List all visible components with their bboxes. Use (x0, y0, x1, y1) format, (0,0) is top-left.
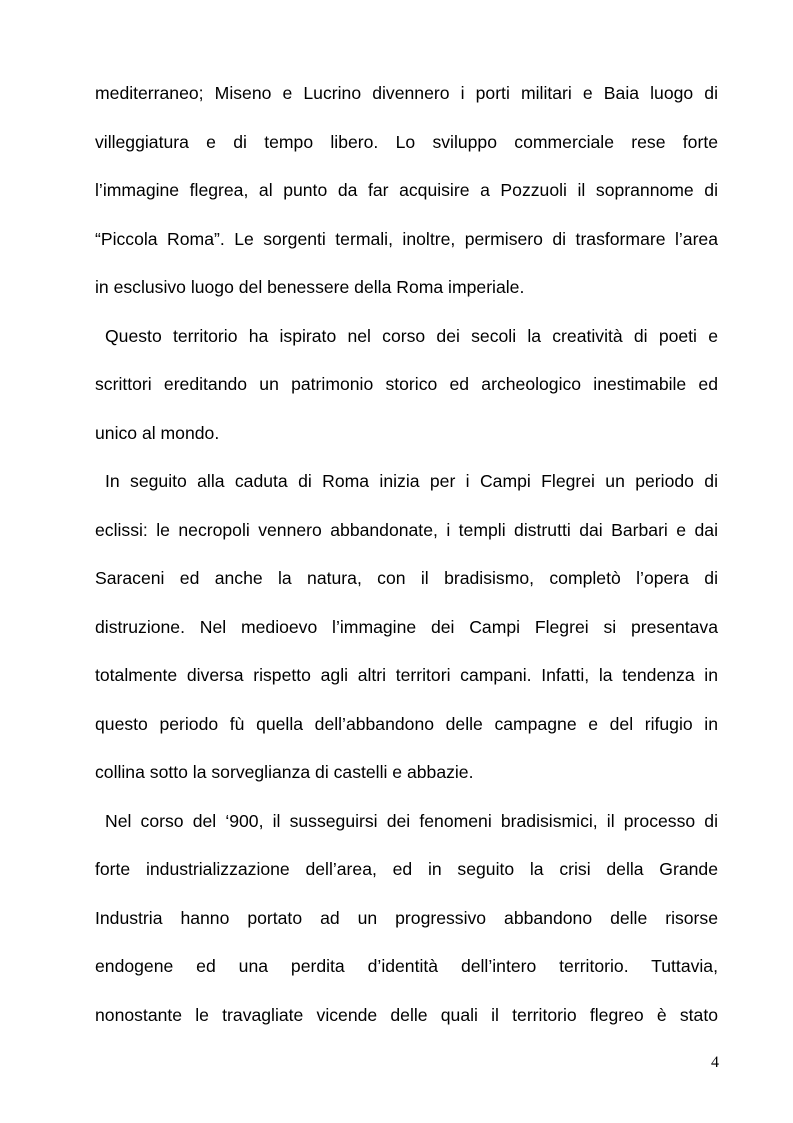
text-line: l’immagine flegrea, al punto da far acquisire a Pozzuoli il soprannome di (95, 180, 718, 200)
text-line: in esclusivo luogo del benessere della Roma imperiale. (95, 277, 525, 297)
paragraph-start-line: Questo territorio ha ispirato nel corso dei secoli la creatività di poeti e (105, 325, 718, 346)
text-line: Saraceni ed anche la natura, con il bradisismo, completò l’opera di (95, 568, 718, 588)
text-line: questo periodo fù quella dell’abbandono delle campagne e del rifugio in (95, 713, 718, 734)
text-line: totalmente diversa rispetto agli altri territori campani. Infatti, la tendenza in (95, 665, 718, 685)
text-line: endogene ed una perdita d’identità dell’intero territorio. Tuttavia, (95, 956, 718, 976)
paragraph-start-line: In seguito alla caduta di Roma inizia per i Campi Flegrei un periodo di (105, 471, 718, 491)
text-line: unico al mondo. (95, 422, 220, 443)
page-number: 4 (711, 1054, 719, 1071)
text-line: villeggiatura e di tempo libero. Lo sviluppo commerciale rese forte (95, 131, 718, 152)
text-line: forte industrializzazione dell’area, ed in seguito la crisi della Grande (95, 859, 718, 879)
text-line: scrittori ereditando un patrimonio storico ed archeologico inestimabile ed (95, 374, 718, 394)
text-line: mediterraneo; Miseno e Lucrino divennero i porti militari e Baia luogo di (95, 83, 718, 103)
text-line: eclissi: le necropoli vennero abbandonate, i templi distrutti dai Barbari e dai (95, 519, 718, 540)
body-text (95, 78, 718, 1048)
text-line: distruzione. Nel medioevo l’immagine dei Campi Flegrei si presentava (95, 616, 718, 637)
text-line: nonostante le travagliate vicende delle quali il territorio flegreo è stato (95, 1004, 718, 1025)
paragraph-start-line: Nel corso del ‘900, il susseguirsi dei fenomeni bradisismici, il processo di (105, 810, 718, 831)
text-line: Industria hanno portato ad un progressivo abbandono delle risorse (95, 907, 718, 928)
text-line: “Piccola Roma”. Le sorgenti termali, inoltre, permisero di trasformare l’area (95, 228, 718, 249)
text-line: collina sotto la sorveglianza di castelli e abbazie. (95, 762, 474, 782)
